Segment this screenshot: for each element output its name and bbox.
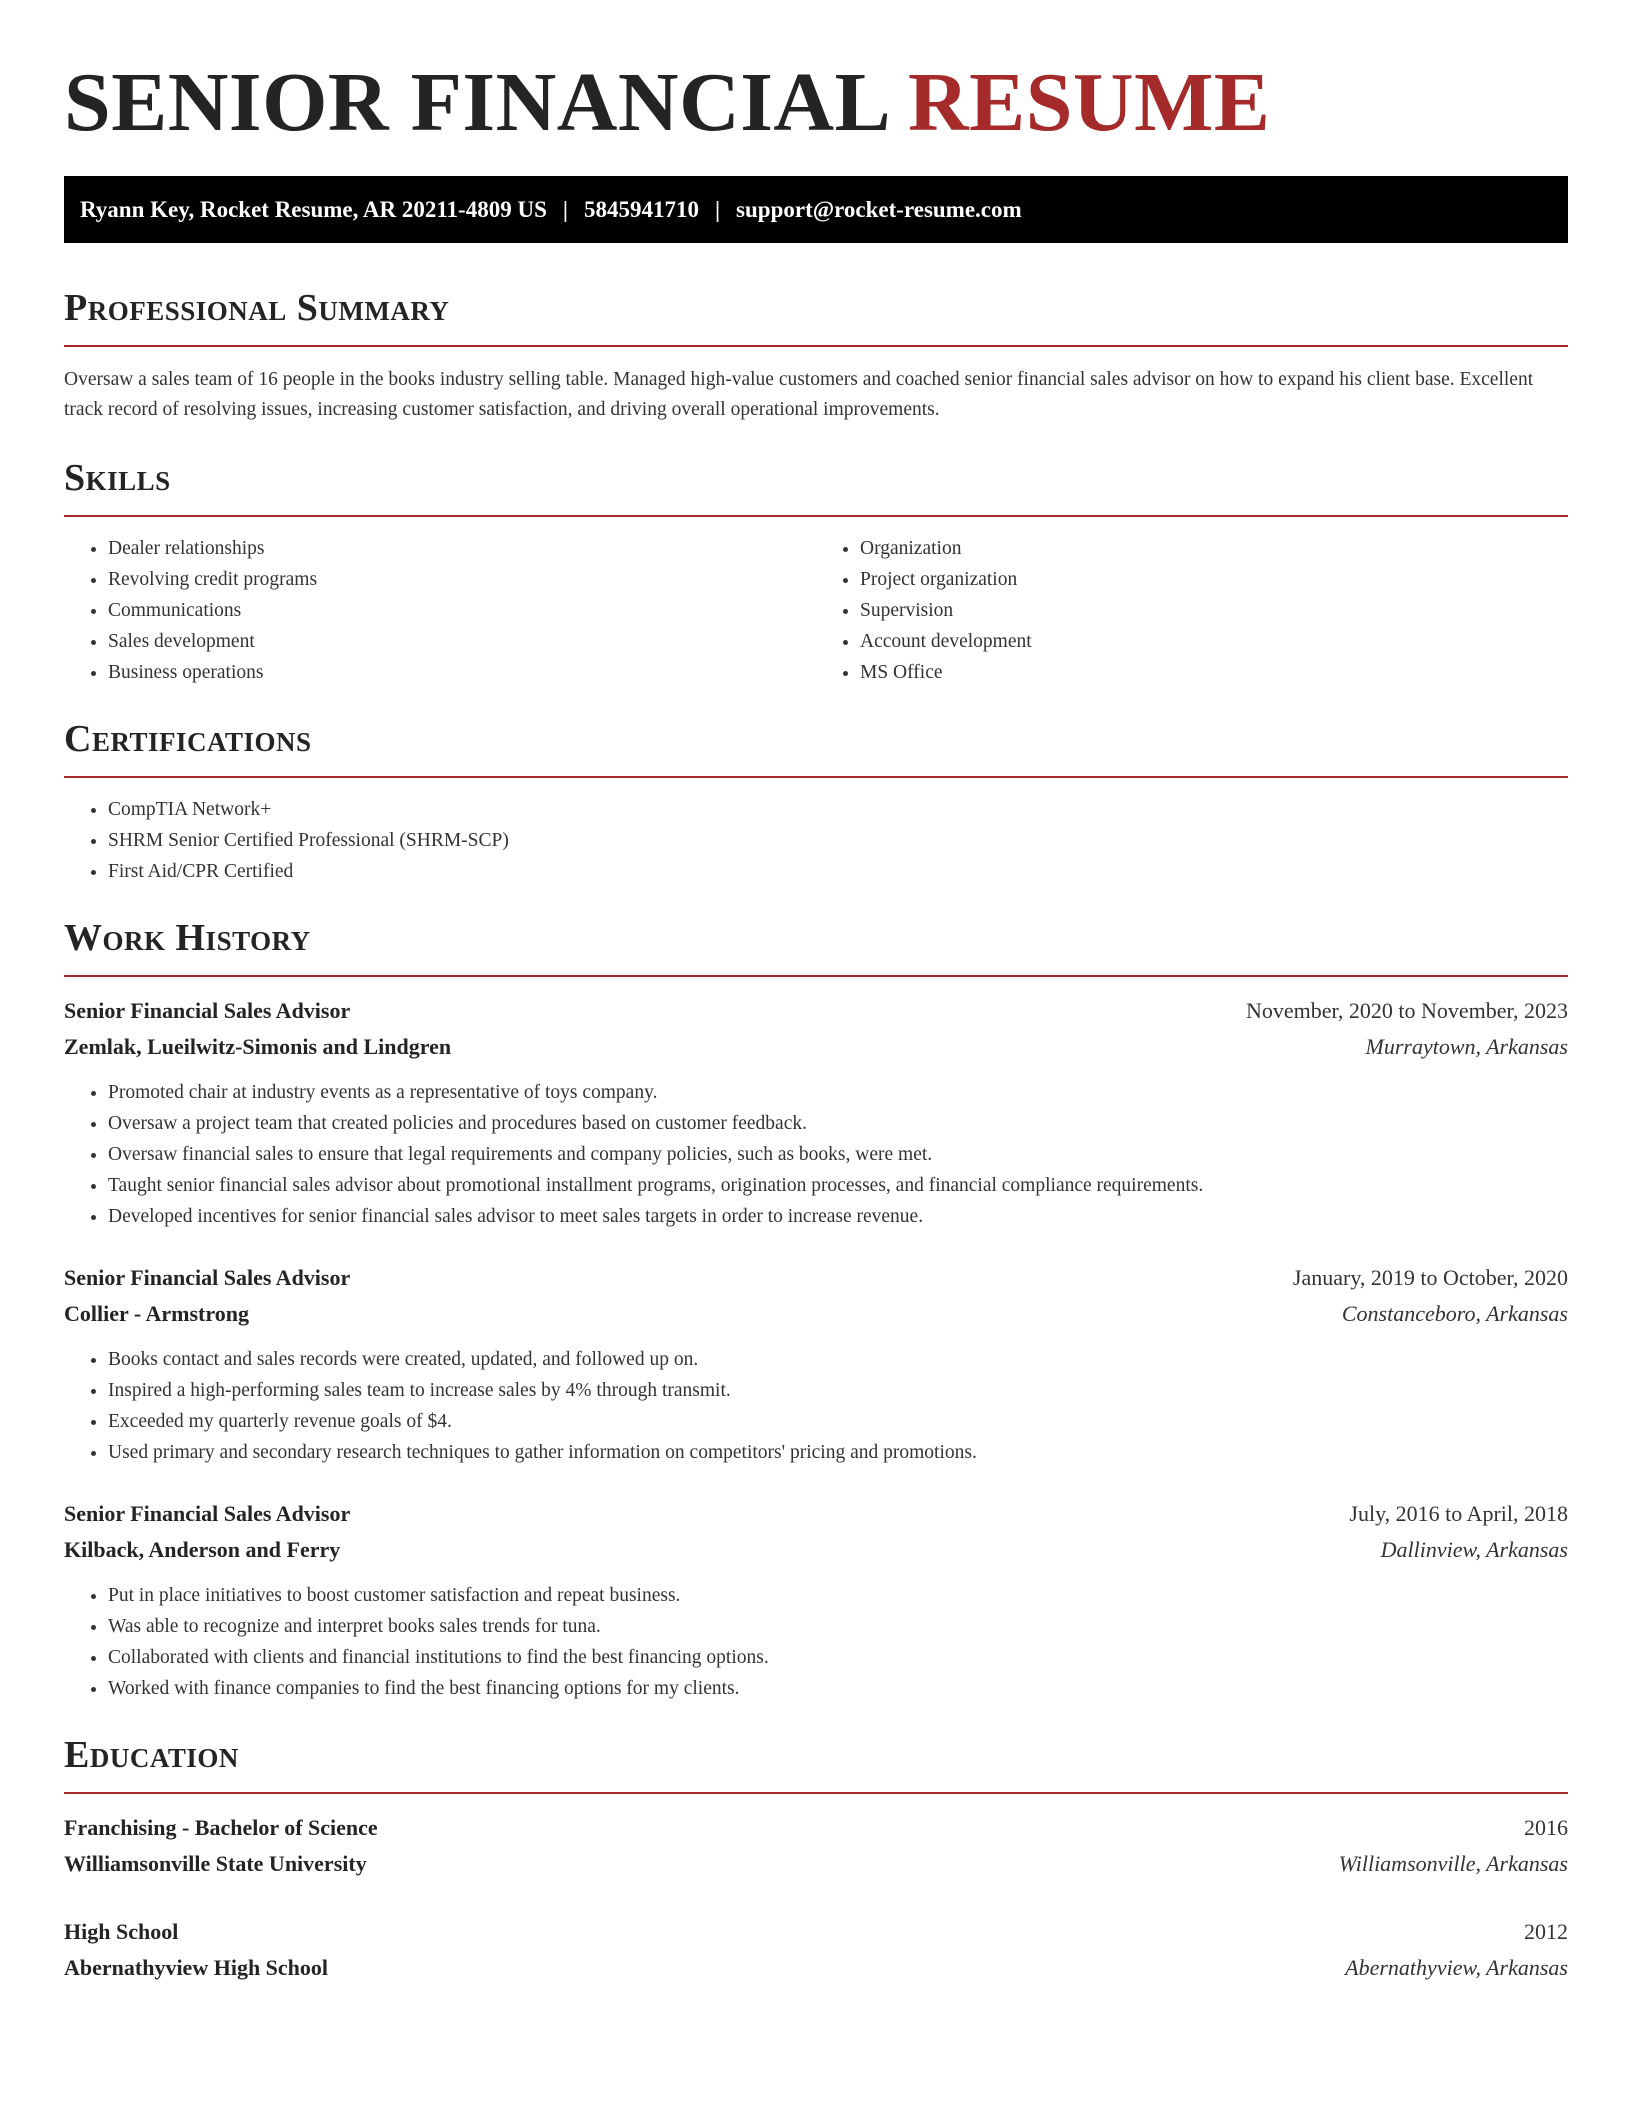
skill-item: • Communications [108, 595, 816, 626]
education-heading: Education [64, 1734, 239, 1776]
job-bullet: • Oversaw a project team that created policies and procedures based on customer feedback. [108, 1108, 1568, 1139]
skills-heading: Skills [64, 457, 171, 499]
job-bullet: • Taught senior financial sales advisor about promotional installment programs, origination processes, and financial compliance requirements. [108, 1170, 1568, 1201]
contact-phone: 5845941710 [583, 197, 699, 222]
certification-item: • SHRM Senior Certified Professional (SHRM-SCP) [108, 825, 1568, 856]
section-divider [64, 1792, 1568, 1794]
title-main: SENIOR FINANCIAL [64, 56, 887, 149]
skill-item: • Sales development [108, 626, 816, 657]
work-history-section [64, 913, 1568, 1704]
job-bullet: • Oversaw financial sales to ensure that legal requirements and company policies, such as books, were met. [108, 1139, 1568, 1170]
contact-separator: | [562, 197, 568, 222]
skill-item: • Business operations [108, 657, 816, 688]
job-bullet: • Developed incentives for senior financial sales advisor to meet sales targets in order to increase revenue. [108, 1201, 1568, 1232]
skill-item: • Dealer relationships [108, 533, 816, 564]
education-school: Williamsonville State University [64, 1851, 367, 1876]
certifications-section [64, 714, 1568, 887]
contact-address: Ryann Key, Rocket Resume, AR 20211-4809 US [80, 197, 547, 222]
job-company: Kilback, Anderson and Ferry [64, 1537, 341, 1562]
job-title: Senior Financial Sales Advisor [64, 998, 351, 1023]
skills-section [64, 453, 1568, 688]
certifications-heading: Certifications [64, 718, 312, 760]
skill-item: • Supervision [860, 595, 1568, 626]
job-bullet: • Books contact and sales records were created, updated, and followed up on. [108, 1344, 1568, 1375]
education-entry [64, 1914, 1568, 1986]
summary-heading: Professional Summary [64, 287, 450, 329]
contact-email: support@rocket-resume.com [736, 197, 1022, 222]
job-title: Senior Financial Sales Advisor [64, 1501, 351, 1526]
job-dates: January, 2019 to October, 2020 [1292, 1265, 1568, 1290]
work-history-heading: Work History [64, 917, 311, 959]
job-location: Dallinview, Arkansas [1380, 1537, 1568, 1562]
job-bullet: • Worked with finance companies to find the best financing options for my clients. [108, 1673, 1568, 1704]
contact-bar [64, 176, 1568, 243]
job-bullet: • Inspired a high-performing sales team to increase sales by 4% through transmit. [108, 1375, 1568, 1406]
job-company: Collier - Armstrong [64, 1301, 249, 1326]
job-bullet: • Used primary and secondary research techniques to gather information on competitors' pricing and promotions. [108, 1437, 1568, 1468]
job-location: Murraytown, Arkansas [1365, 1034, 1568, 1059]
job-title: Senior Financial Sales Advisor [64, 1265, 351, 1290]
job-location: Constanceboro, Arkansas [1341, 1301, 1568, 1326]
summary-text: Oversaw a sales team of 16 people in the books industry selling table. Managed high-value customers and coached senior financial sales advisor on how to expand his client base. Excellent track record of resolving issues, increasing customer satisfaction, and driving overall operational improvements. [64, 369, 1534, 420]
section-divider [64, 776, 1568, 778]
skill-item: • Account development [860, 626, 1568, 657]
skills-column-left [64, 533, 816, 688]
section-divider [64, 515, 1568, 517]
title-accent: RESUME [908, 56, 1271, 149]
job-dates: November, 2020 to November, 2023 [1245, 998, 1568, 1023]
resume-title [64, 0, 1568, 148]
skill-item: • Organization [860, 533, 1568, 564]
education-location: Williamsonville, Arkansas [1338, 1851, 1568, 1876]
summary-section [64, 283, 1568, 425]
job-bullet: • Promoted chair at industry events as a representative of toys company. [108, 1077, 1568, 1108]
job-dates: July, 2016 to April, 2018 [1349, 1501, 1568, 1526]
contact-separator: | [714, 197, 721, 222]
skills-column-right [816, 533, 1568, 688]
job-bullet: • Put in place initiatives to boost customer satisfaction and repeat business. [108, 1580, 1568, 1611]
education-location: Abernathyview, Arkansas [1345, 1955, 1568, 1980]
section-divider [64, 975, 1568, 977]
job-entry [64, 1496, 1568, 1704]
education-entry [64, 1810, 1568, 1882]
certification-item: • CompTIA Network+ [108, 794, 1568, 825]
education-section [64, 1730, 1568, 1986]
education-year: 2016 [1524, 1815, 1568, 1840]
job-bullet: • Collaborated with clients and financial institutions to find the best financing options. [108, 1642, 1568, 1673]
skill-item: • MS Office [860, 657, 1568, 688]
job-bullet: • Exceeded my quarterly revenue goals of $4. [108, 1406, 1568, 1437]
education-degree: Franchising - Bachelor of Science [64, 1815, 378, 1840]
education-school: Abernathyview High School [64, 1955, 329, 1980]
skills-grid [64, 533, 1568, 688]
section-divider [64, 345, 1568, 347]
education-year: 2012 [1524, 1919, 1568, 1944]
job-company: Zemlak, Lueilwitz-Simonis and Lindgren [64, 1034, 452, 1059]
job-bullet: • Was able to recognize and interpret books sales trends for tuna. [108, 1611, 1568, 1642]
skill-item: • Project organization [860, 564, 1568, 595]
skill-item: • Revolving credit programs [108, 564, 816, 595]
job-entry [64, 993, 1568, 1232]
job-entry [64, 1260, 1568, 1468]
education-degree: High School [64, 1919, 179, 1944]
certification-item: • First Aid/CPR Certified [108, 856, 1568, 887]
